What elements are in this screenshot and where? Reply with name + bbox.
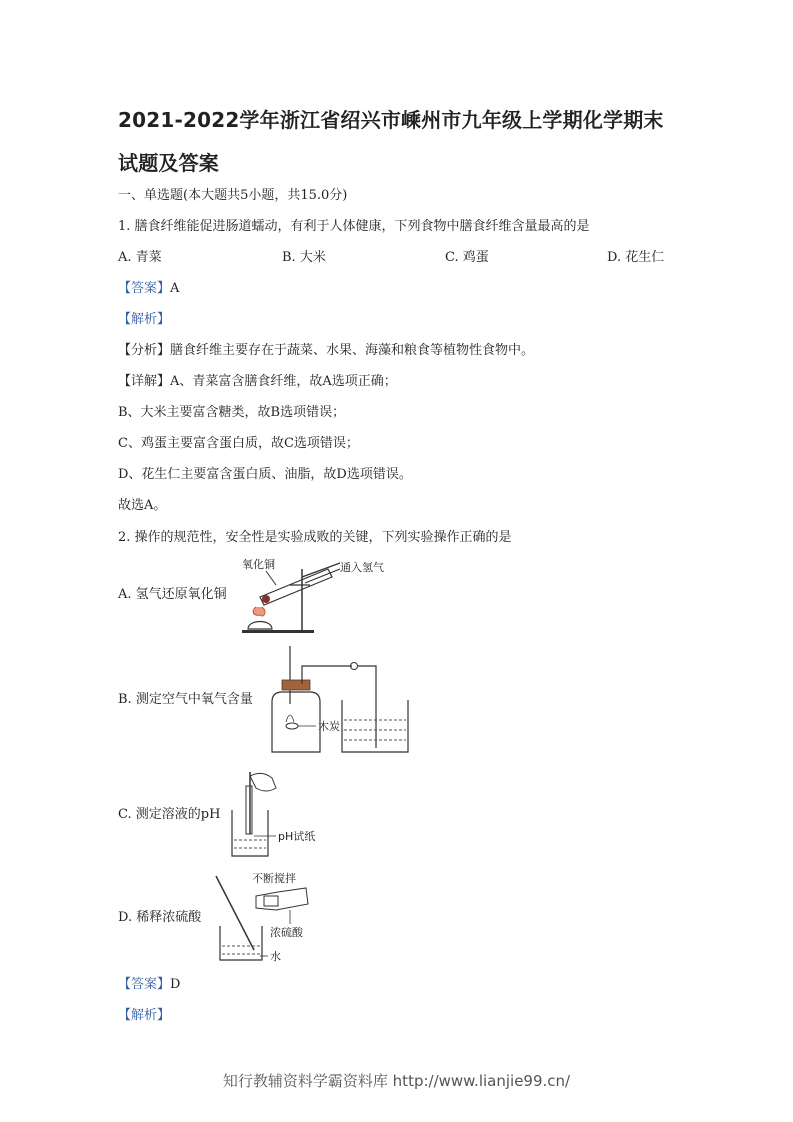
fig-label-copper-oxide: 氧化铜 [242, 558, 275, 571]
footer-watermark: 知行教辅资料学霸资料库 http://www.lianjie99.cn/ [222, 1072, 571, 1090]
q1-option-d: D. 花生仁 [607, 250, 665, 265]
fig-label-stir: 不断搅拌 [252, 872, 296, 885]
q1-option-b: B. 大米 [282, 250, 326, 265]
q2-stem: 2. 操作的规范性，安全性是实验成败的关键，下列实验操作正确的是 [118, 530, 512, 545]
figure-oxygen-measure [268, 644, 418, 756]
figure-ph-test [228, 770, 338, 860]
fig-label-hydrogen-in: 通入氢气 [340, 561, 384, 574]
answer-label: 【答案】 [118, 977, 171, 992]
fig-label-ph-paper: pH试纸 [278, 830, 316, 843]
q1-stem: 1. 膳食纤维能促进肠道蠕动，有利于人体健康，下列食物中膳食纤维含量最高的是 [118, 219, 590, 234]
q2-option-a: A. 氢气还原氧化铜 [118, 587, 227, 602]
fig-label-conc-acid: 浓硫酸 [270, 926, 303, 939]
doc-title-line2: 试题及答案 [118, 151, 219, 175]
q2-option-b: B. 测定空气中氧气含量 [118, 692, 253, 707]
figure-dilute-acid [212, 870, 322, 962]
detail-label: 【详解】 [118, 374, 171, 389]
doc-title-line1: 2021-2022学年浙江省绍兴市嵊州市九年级上学期化学期末 [118, 108, 664, 132]
section-heading: 一、单选题(本大题共5小题，共15.0分) [118, 188, 348, 203]
q2-option-c: C. 测定溶液的pH [118, 807, 221, 822]
fenxi-label: 【分析】 [118, 343, 171, 358]
q2-analysis-label [118, 1008, 170, 1024]
q1-answer [118, 281, 179, 297]
alcohol-lamp-icon [248, 607, 272, 629]
q1-analysis-label [118, 312, 170, 328]
q1-fenxi [118, 343, 534, 359]
q1-detail-c: C、鸡蛋主要富含蛋白质，故C选项错误； [118, 436, 359, 451]
detail-text: A、青菜富含膳食纤维，故A选项正确； [170, 374, 397, 389]
analysis-label: 【解析】 [118, 312, 171, 327]
q1-option-a: A. 青菜 [118, 250, 162, 265]
fenxi-text: 膳食纤维主要存在于蔬菜、水果、海藻和粮食等植物性食物中。 [170, 343, 535, 358]
q1-detail-b: B、大米主要富含糖类，故B选项错误； [118, 405, 346, 420]
answer-value: D [170, 977, 181, 992]
q1-detail-d: D、花生仁主要富含蛋白质、油脂，故D选项错误。 [118, 467, 412, 482]
answer-value: A [170, 281, 180, 296]
figure-hydrogen-reduction [236, 555, 396, 637]
analysis-label: 【解析】 [118, 1008, 171, 1023]
q1-conclusion: 故选A。 [118, 498, 167, 513]
fig-label-water: 水 [270, 950, 281, 962]
fig-label-charcoal: 木炭 [318, 720, 340, 733]
q1-option-c: C. 鸡蛋 [445, 250, 489, 265]
hand-icon [250, 773, 276, 791]
q2-answer [118, 977, 180, 993]
answer-label: 【答案】 [118, 281, 171, 296]
q1-detail [118, 374, 397, 390]
q2-option-d: D. 稀释浓硫酸 [118, 910, 202, 925]
